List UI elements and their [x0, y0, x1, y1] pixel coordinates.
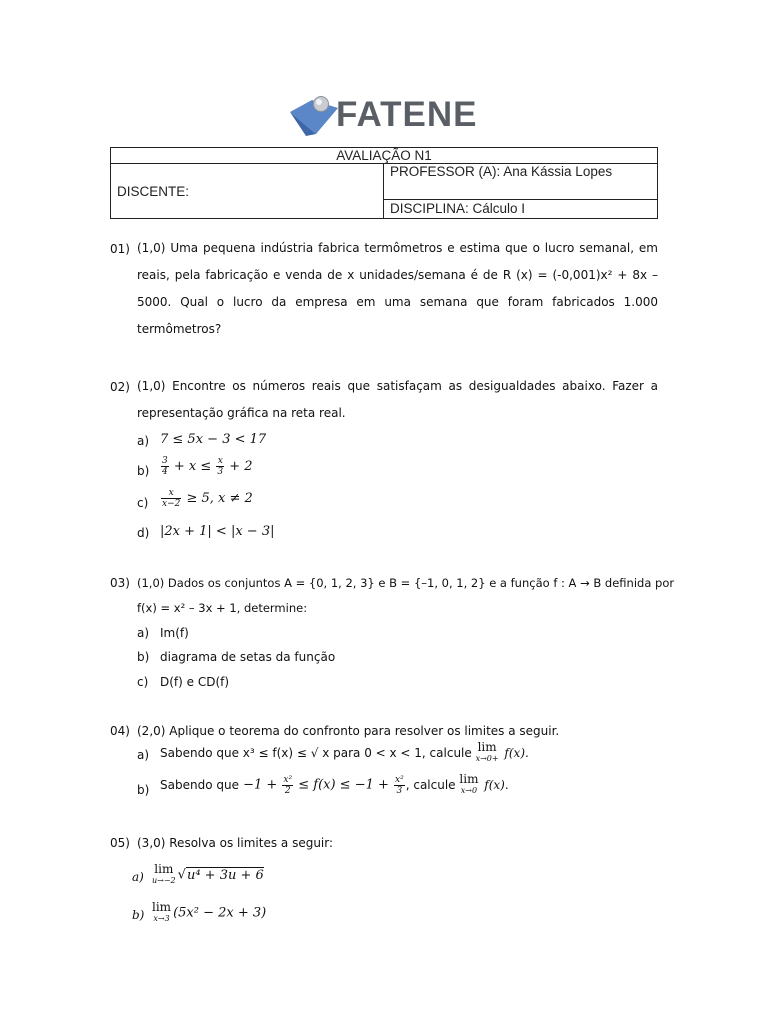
question-text-cont: f(x) = x² – 3x + 1, determine: [137, 601, 308, 615]
item-label: b) [137, 464, 150, 478]
logo-emblem-icon [288, 94, 340, 136]
inequality-c: $\frac{x}{x-2}$ ≥ 5, x ≠ 2 [162, 488, 253, 509]
question-number: 05) [110, 836, 130, 850]
limit-expr-a: lim u→−2 √u⁴ + 3u + 6 [152, 862, 264, 885]
item-label: a) [137, 626, 150, 640]
question-text: (1,0) Encontre os números reais que satisfaçam as desigualdades abaixo. Fazer a representação gráfica na reta real. [137, 379, 658, 420]
header-table [110, 147, 658, 219]
item-text: diagrama de setas da função [160, 650, 336, 664]
question-number: 01) [110, 242, 130, 256]
question-text: (1,0) Uma pequena indústria fabrica termômetros e estima que o lucro semanal, em reais, pela fabricação e venda de x unidades/semana é de R (x) = (-0,001)x² + 8x – 5000. Qual o lucro da empresa em uma semana que foram fabricados 1.000 termômetros? [137, 241, 658, 336]
logo-wordmark: FATENE [336, 95, 478, 134]
question-text: (1,0) Dados os conjuntos A = {0, 1, 2, 3} e B = {–1, 0, 1, 2} e a função f : A → B definida por [137, 576, 675, 590]
limit-item-a: Sabendo que x³ ≤ f(x) ≤ √ x para 0 < x < 1, calcule lim x→0+ f(x). [160, 740, 529, 763]
question-number: 02) [110, 380, 130, 394]
limit-item-b: Sabendo que −1 + $\frac{\text{x²}}{2}$ ≤ f(x) ≤ −1 + $\frac{\text{x²}}{3}$ , calcule lim x→0 f(x). [160, 772, 509, 796]
item-label: d) [137, 526, 150, 540]
item-label: a) [132, 870, 144, 884]
question-text: (2,0) Aplique o teorema do confronto para resolver os limites a seguir. [137, 724, 560, 738]
item-label: c) [137, 675, 149, 689]
item-label: a) [137, 434, 150, 448]
limit-expr-b: lim x→3 (5x² − 2x + 3) [152, 900, 267, 923]
fatene-logo [288, 94, 480, 136]
question-text: (3,0) Resolva os limites a seguir: [137, 836, 334, 850]
inequality-d: |2x + 1| < |x − 3| [160, 524, 275, 539]
item-label: c) [137, 496, 149, 510]
item-text: D(f) e CD(f) [160, 675, 230, 689]
disciplina-field: DISCIPLINA: Cálculo I [384, 200, 658, 219]
professor-field: PROFESSOR (A): Ana Kássia Lopes [384, 164, 658, 200]
item-label: b) [137, 650, 150, 664]
question-number: 04) [110, 724, 130, 738]
item-label: b) [132, 908, 145, 922]
item-label: b) [137, 783, 150, 797]
discente-field: DISCENTE: [111, 164, 384, 219]
inequality-a: 7 ≤ 5x − 3 < 17 [160, 432, 267, 447]
item-label: a) [137, 748, 150, 762]
question-number: 03) [110, 576, 130, 590]
inequality-b: $\frac{3}{4}$ + x ≤ $\frac{x}{3}$ + 2 [162, 456, 253, 477]
item-text: Im(f) [160, 626, 189, 640]
exam-title: AVALIAÇÃO N1 [111, 148, 658, 164]
